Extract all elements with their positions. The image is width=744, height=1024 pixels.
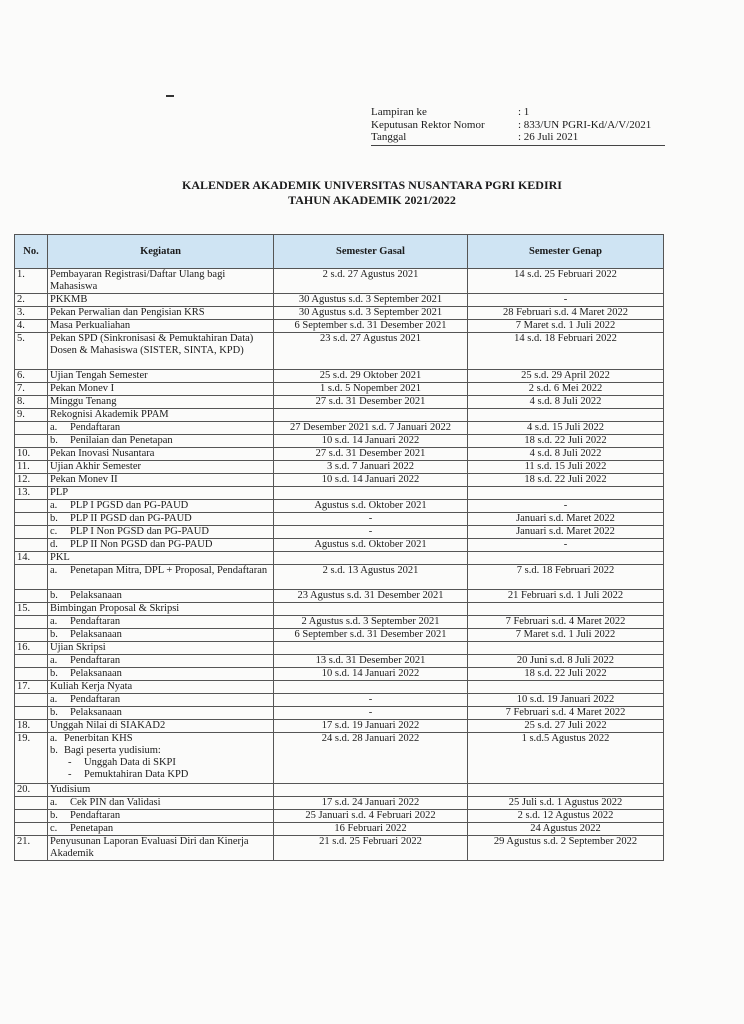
row-semester-genap	[468, 603, 664, 616]
row-semester-genap: Januari s.d. Maret 2022	[468, 526, 664, 539]
row-kegiatan	[48, 422, 274, 435]
kegiatan-text: Pelaksanaan	[70, 668, 122, 679]
row-semester-gasal: 25 Januari s.d. 4 Februari 2022	[274, 810, 468, 823]
row-number	[15, 655, 48, 668]
table-row	[15, 383, 664, 396]
table-row	[15, 333, 664, 370]
row-kegiatan: Pekan Perwalian dan Pengisian KRS	[48, 307, 274, 320]
row-semester-genap	[468, 552, 664, 565]
row-kegiatan: Pekan Inovasi Nusantara	[48, 448, 274, 461]
row-number	[15, 539, 48, 552]
row-semester-gasal: 2 s.d. 27 Agustus 2021	[274, 269, 468, 294]
row-kegiatan: PLP	[48, 487, 274, 500]
row-semester-gasal: 23 s.d. 27 Agustus 2021	[274, 333, 468, 370]
attachment-info	[371, 106, 665, 146]
row-semester-genap: 7 Februari s.d. 4 Maret 2022	[468, 616, 664, 629]
dash-marker: -	[68, 769, 72, 780]
row-kegiatan	[48, 526, 274, 539]
row-semester-genap: 25 s.d. 29 April 2022	[468, 370, 664, 383]
row-semester-gasal: 17 s.d. 24 Januari 2022	[274, 797, 468, 810]
row-kegiatan	[48, 823, 274, 836]
kegiatan-text: PLP I PGSD dan PG-PAUD	[70, 500, 189, 511]
row-semester-genap: 14 s.d. 25 Februari 2022	[468, 269, 664, 294]
row-number	[15, 435, 48, 448]
row-number: 7.	[15, 383, 48, 396]
row-number: 16.	[15, 642, 48, 655]
document-title	[0, 178, 744, 208]
row-semester-genap: 18 s.d. 22 Juli 2022	[468, 668, 664, 681]
kegiatan-text: PLP II Non PGSD dan PG-PAUD	[70, 539, 213, 550]
row-number	[15, 500, 48, 513]
row-number	[15, 616, 48, 629]
row-semester-genap: 1 s.d.5 Agustus 2022	[468, 733, 664, 784]
row-semester-genap: 11 s.d. 15 Juli 2022	[468, 461, 664, 474]
meta-row-keputusan	[371, 119, 665, 132]
row-number: 13.	[15, 487, 48, 500]
row-semester-gasal: -	[274, 707, 468, 720]
row-kegiatan: Unggah Nilai di SIAKAD2	[48, 720, 274, 733]
table-row	[15, 396, 664, 409]
row-semester-gasal	[274, 409, 468, 422]
row-semester-gasal: 16 Februari 2022	[274, 823, 468, 836]
row-semester-gasal: 13 s.d. 31 Desember 2021	[274, 655, 468, 668]
row-number: 21.	[15, 836, 48, 861]
scan-mark	[166, 95, 174, 97]
row-semester-gasal: 10 s.d. 14 Januari 2022	[274, 435, 468, 448]
list-text: Penerbitan KHS	[64, 733, 133, 744]
row-semester-genap: 2 s.d. 12 Agustus 2022	[468, 810, 664, 823]
sub-marker: a.	[50, 655, 58, 666]
row-number: 10.	[15, 448, 48, 461]
kegiatan-text: PLP II PGSD dan PG-PAUD	[70, 513, 192, 524]
row-number: 15.	[15, 603, 48, 616]
row-kegiatan	[48, 668, 274, 681]
row-semester-genap: 25 Juli s.d. 1 Agustus 2022	[468, 797, 664, 810]
table-row	[15, 836, 664, 861]
table-row	[15, 526, 664, 539]
row-number	[15, 810, 48, 823]
row-kegiatan: Masa Perkualiahan	[48, 320, 274, 333]
row-semester-gasal: 27 s.d. 31 Desember 2021	[274, 448, 468, 461]
row-number: 18.	[15, 720, 48, 733]
row-number: 14.	[15, 552, 48, 565]
row-semester-genap: 4 s.d. 15 Juli 2022	[468, 422, 664, 435]
row-kegiatan: Ujian Akhir Semester	[48, 461, 274, 474]
row-kegiatan: Pekan Monev II	[48, 474, 274, 487]
row-number	[15, 565, 48, 590]
kegiatan-sub-item	[50, 769, 271, 781]
row-semester-genap: 21 Februari s.d. 1 Juli 2022	[468, 590, 664, 603]
row-number	[15, 707, 48, 720]
row-kegiatan: Kuliah Kerja Nyata	[48, 681, 274, 694]
sub-marker: a.	[50, 500, 58, 511]
row-semester-genap: 25 s.d. 27 Juli 2022	[468, 720, 664, 733]
row-number	[15, 422, 48, 435]
row-kegiatan	[48, 655, 274, 668]
table-row	[15, 616, 664, 629]
academic-calendar-table	[14, 234, 664, 861]
row-number	[15, 629, 48, 642]
row-semester-gasal: 6 September s.d. 31 Desember 2021	[274, 629, 468, 642]
row-kegiatan	[48, 733, 274, 784]
row-kegiatan: PKKMB	[48, 294, 274, 307]
row-number: 6.	[15, 370, 48, 383]
row-semester-gasal: -	[274, 694, 468, 707]
sub-marker: c.	[50, 823, 58, 834]
header-semester-gasal: Semester Gasal	[274, 235, 468, 269]
table-row	[15, 694, 664, 707]
row-semester-genap: 4 s.d. 8 Juli 2022	[468, 448, 664, 461]
row-kegiatan: Pekan SPD (Sinkronisasi & Pemuktahiran Data) Dosen & Mahasiswa (SISTER, SINTA, KPD)	[48, 333, 274, 370]
row-number: 17.	[15, 681, 48, 694]
row-kegiatan: Rekognisi Akademik PPAM	[48, 409, 274, 422]
row-semester-gasal: 10 s.d. 14 Januari 2022	[274, 474, 468, 487]
row-kegiatan	[48, 513, 274, 526]
table-row	[15, 733, 664, 784]
table-row	[15, 294, 664, 307]
row-semester-gasal: 21 s.d. 25 Februari 2022	[274, 836, 468, 861]
kegiatan-text: PLP I Non PGSD dan PG-PAUD	[70, 526, 209, 537]
kegiatan-text: Penilaian dan Penetapan	[70, 435, 173, 446]
row-semester-genap	[468, 642, 664, 655]
row-semester-genap: -	[468, 294, 664, 307]
row-semester-gasal: 23 Agustus s.d. 31 Desember 2021	[274, 590, 468, 603]
row-kegiatan	[48, 629, 274, 642]
kegiatan-text: Penetapan Mitra, DPL + Proposal, Pendaftaran	[70, 565, 268, 576]
row-semester-gasal	[274, 642, 468, 655]
meta-label: Lampiran ke	[371, 106, 427, 118]
sub-marker: b.	[50, 513, 58, 524]
row-number: 1.	[15, 269, 48, 294]
row-number: 20.	[15, 784, 48, 797]
row-semester-gasal: 25 s.d. 29 Oktober 2021	[274, 370, 468, 383]
sub-marker: b.	[50, 590, 58, 601]
table-row	[15, 823, 664, 836]
table-row	[15, 590, 664, 603]
sub-marker: a.	[50, 422, 58, 433]
table-row	[15, 435, 664, 448]
row-number: 8.	[15, 396, 48, 409]
row-kegiatan: Bimbingan Proposal & Skripsi	[48, 603, 274, 616]
row-semester-genap: -	[468, 500, 664, 513]
table-row	[15, 668, 664, 681]
row-semester-gasal: 30 Agustus s.d. 3 September 2021	[274, 294, 468, 307]
row-kegiatan	[48, 797, 274, 810]
row-number: 3.	[15, 307, 48, 320]
kegiatan-text: Pendaftaran	[70, 616, 121, 627]
row-semester-genap	[468, 409, 664, 422]
row-semester-genap: 18 s.d. 22 Juli 2022	[468, 474, 664, 487]
table-row	[15, 513, 664, 526]
row-kegiatan	[48, 539, 274, 552]
row-semester-genap: 10 s.d. 19 Januari 2022	[468, 694, 664, 707]
sub-marker: a.	[50, 797, 58, 808]
row-semester-gasal: 1 s.d. 5 Nopember 2021	[274, 383, 468, 396]
sub-marker: b.	[50, 629, 58, 640]
table-row	[15, 810, 664, 823]
row-number	[15, 526, 48, 539]
kegiatan-text: Pendaftaran	[70, 694, 121, 705]
table-row	[15, 474, 664, 487]
row-kegiatan	[48, 565, 274, 590]
table-row	[15, 720, 664, 733]
row-kegiatan: Pekan Monev I	[48, 383, 274, 396]
row-semester-genap: Januari s.d. Maret 2022	[468, 513, 664, 526]
row-number: 19.	[15, 733, 48, 784]
row-semester-gasal: 10 s.d. 14 Januari 2022	[274, 668, 468, 681]
table-row	[15, 642, 664, 655]
header-kegiatan: Kegiatan	[48, 235, 274, 269]
sub-marker: a.	[50, 616, 58, 627]
sub-marker: c.	[50, 526, 58, 537]
kegiatan-list-item	[50, 733, 271, 745]
row-kegiatan	[48, 707, 274, 720]
row-kegiatan: PKL	[48, 552, 274, 565]
table-row	[15, 603, 664, 616]
kegiatan-text: Pelaksanaan	[70, 707, 122, 718]
row-kegiatan	[48, 435, 274, 448]
row-semester-gasal: 3 s.d. 7 Januari 2022	[274, 461, 468, 474]
table-row	[15, 448, 664, 461]
sub-marker: b.	[50, 707, 58, 718]
meta-value: : 1	[518, 106, 530, 118]
meta-value: : 26 Juli 2021	[518, 131, 579, 143]
row-semester-genap: 4 s.d. 8 Juli 2022	[468, 396, 664, 409]
row-semester-gasal: Agustus s.d. Oktober 2021	[274, 500, 468, 513]
row-kegiatan	[48, 500, 274, 513]
table-row	[15, 681, 664, 694]
sub-marker: b.	[50, 810, 58, 821]
list-text: Bagi peserta yudisium:	[64, 745, 161, 756]
dash-marker: -	[68, 757, 72, 768]
table-row	[15, 422, 664, 435]
meta-row-lampiran	[371, 106, 665, 119]
sub-marker: a.	[50, 565, 58, 576]
kegiatan-text: Pendaftaran	[70, 655, 121, 666]
row-semester-gasal: 27 s.d. 31 Desember 2021	[274, 396, 468, 409]
row-semester-gasal: 2 s.d. 13 Agustus 2021	[274, 565, 468, 590]
table-row	[15, 797, 664, 810]
row-number: 2.	[15, 294, 48, 307]
kegiatan-text: Pelaksanaan	[70, 629, 122, 640]
row-semester-gasal: 27 Desember 2021 s.d. 7 Januari 2022	[274, 422, 468, 435]
kegiatan-text: Pendaftaran	[70, 422, 121, 433]
row-semester-gasal	[274, 603, 468, 616]
row-kegiatan: Ujian Tengah Semester	[48, 370, 274, 383]
sub-item-text: Pemuktahiran Data KPD	[84, 769, 189, 780]
table-row	[15, 307, 664, 320]
row-kegiatan: Penyusunan Laporan Evaluasi Diri dan Kinerja Akademik	[48, 836, 274, 861]
row-number	[15, 668, 48, 681]
row-semester-genap: 20 Juni s.d. 8 Juli 2022	[468, 655, 664, 668]
row-semester-genap: 18 s.d. 22 Juli 2022	[468, 435, 664, 448]
table-row	[15, 500, 664, 513]
row-semester-gasal	[274, 552, 468, 565]
kegiatan-list-item	[50, 745, 271, 757]
row-semester-gasal: -	[274, 526, 468, 539]
row-number: 5.	[15, 333, 48, 370]
row-semester-genap: 28 Februari s.d. 4 Maret 2022	[468, 307, 664, 320]
table-row	[15, 320, 664, 333]
row-semester-genap	[468, 487, 664, 500]
list-marker: a.	[50, 733, 58, 744]
sub-marker: a.	[50, 694, 58, 705]
table-row	[15, 370, 664, 383]
kegiatan-text: Pelaksanaan	[70, 590, 122, 601]
row-semester-gasal: 6 September s.d. 31 Desember 2021	[274, 320, 468, 333]
table-row	[15, 784, 664, 797]
row-number	[15, 590, 48, 603]
sub-marker: d.	[50, 539, 58, 550]
table-row	[15, 629, 664, 642]
row-semester-genap: 7 Maret s.d. 1 Juli 2022	[468, 629, 664, 642]
list-marker: b.	[50, 745, 58, 756]
meta-label: Keputusan Rektor Nomor	[371, 118, 485, 131]
row-number: 11.	[15, 461, 48, 474]
row-kegiatan	[48, 616, 274, 629]
row-semester-genap: 7 s.d. 18 Februari 2022	[468, 565, 664, 590]
table-row	[15, 552, 664, 565]
kegiatan-text: Penetapan	[70, 823, 114, 834]
row-semester-gasal: 17 s.d. 19 Januari 2022	[274, 720, 468, 733]
meta-value: : 833/UN PGRI-Kd/A/V/2021	[518, 118, 652, 131]
table-row	[15, 539, 664, 552]
row-semester-gasal	[274, 681, 468, 694]
title-line-2: TAHUN AKADEMIK 2021/2022	[288, 193, 456, 207]
meta-divider	[371, 145, 665, 146]
row-semester-gasal: 30 Agustus s.d. 3 September 2021	[274, 307, 468, 320]
table-row	[15, 487, 664, 500]
row-semester-genap: -	[468, 539, 664, 552]
row-semester-genap: 7 Maret s.d. 1 Juli 2022	[468, 320, 664, 333]
row-semester-gasal: -	[274, 513, 468, 526]
row-semester-gasal: 2 Agustus s.d. 3 September 2021	[274, 616, 468, 629]
row-kegiatan: Pembayaran Registrasi/Daftar Ulang bagi Mahasiswa	[48, 269, 274, 294]
row-semester-gasal: Agustus s.d. Oktober 2021	[274, 539, 468, 552]
row-number: 4.	[15, 320, 48, 333]
row-semester-gasal: 24 s.d. 28 Januari 2022	[274, 733, 468, 784]
row-semester-gasal	[274, 784, 468, 797]
table-row	[15, 461, 664, 474]
kegiatan-text: Cek PIN dan Validasi	[70, 797, 161, 808]
table-row	[15, 269, 664, 294]
table-row	[15, 565, 664, 590]
row-number: 9.	[15, 409, 48, 422]
row-kegiatan	[48, 810, 274, 823]
kegiatan-sub-item	[50, 757, 271, 769]
row-number: 12.	[15, 474, 48, 487]
row-kegiatan: Minggu Tenang	[48, 396, 274, 409]
row-kegiatan: Ujian Skripsi	[48, 642, 274, 655]
row-number	[15, 694, 48, 707]
table-body	[15, 269, 664, 861]
sub-item-text: Unggah Data di SKPI	[84, 757, 176, 768]
sub-marker: b.	[50, 435, 58, 446]
row-kegiatan	[48, 694, 274, 707]
table-header-row	[15, 235, 664, 269]
row-semester-genap	[468, 681, 664, 694]
row-semester-genap: 14 s.d. 18 Februari 2022	[468, 333, 664, 370]
meta-row-tanggal	[371, 131, 665, 144]
row-semester-gasal	[274, 487, 468, 500]
title-line-1: KALENDER AKADEMIK UNIVERSITAS NUSANTARA PGRI KEDIRI	[182, 178, 562, 192]
sub-marker: b.	[50, 668, 58, 679]
row-number	[15, 513, 48, 526]
row-kegiatan: Yudisium	[48, 784, 274, 797]
row-semester-genap	[468, 784, 664, 797]
header-no: No.	[15, 235, 48, 269]
row-semester-genap: 29 Agustus s.d. 2 September 2022	[468, 836, 664, 861]
row-number	[15, 797, 48, 810]
kegiatan-text: Pendaftaran	[70, 810, 121, 821]
row-semester-genap: 24 Agustus 2022	[468, 823, 664, 836]
row-number	[15, 823, 48, 836]
table-row	[15, 409, 664, 422]
header-semester-genap: Semester Genap	[468, 235, 664, 269]
table-row	[15, 655, 664, 668]
row-semester-genap: 7 Februari s.d. 4 Maret 2022	[468, 707, 664, 720]
row-kegiatan	[48, 590, 274, 603]
table-row	[15, 707, 664, 720]
row-semester-genap: 2 s.d. 6 Mei 2022	[468, 383, 664, 396]
meta-label: Tanggal	[371, 131, 407, 143]
